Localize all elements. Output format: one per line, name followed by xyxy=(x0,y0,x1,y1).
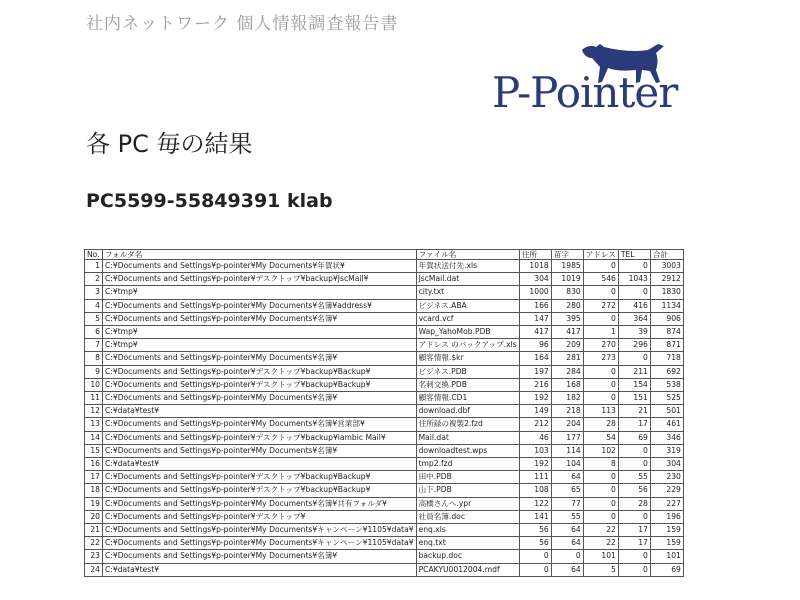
cell-total: 229 xyxy=(650,484,683,497)
table-row xyxy=(85,431,684,444)
cell-no: 9 xyxy=(85,365,103,378)
cell-total: 230 xyxy=(650,471,683,484)
cell-surname-count: 280 xyxy=(551,299,583,312)
table-row xyxy=(85,405,684,418)
cell-email-count: 0 xyxy=(583,312,618,325)
cell-address-count: 141 xyxy=(519,510,551,523)
cell-no: 10 xyxy=(85,378,103,391)
pc-title: PC5599-55849391 klab xyxy=(86,190,333,212)
cell-tel-count: 17 xyxy=(618,537,650,550)
cell-folder: C:¥Documents and Settings¥p-pointer¥デスクトップ¥backup¥Backup¥ xyxy=(103,471,417,484)
cell-address-count: 197 xyxy=(519,365,551,378)
cell-email-count: 272 xyxy=(583,299,618,312)
cell-folder: C:¥Documents and Settings¥p-pointer¥My Documents¥名簿¥ xyxy=(103,392,417,405)
cell-surname-count: 281 xyxy=(551,352,583,365)
cell-total: 319 xyxy=(650,444,683,457)
cell-email-count: 0 xyxy=(583,260,618,273)
cell-no: 7 xyxy=(85,339,103,352)
cell-no: 23 xyxy=(85,550,103,563)
cell-address-count: 103 xyxy=(519,444,551,457)
cell-address-count: 166 xyxy=(519,299,551,312)
cell-file: 高橋さんへ.ypr xyxy=(416,497,519,510)
table-row xyxy=(85,484,684,497)
cell-no: 3 xyxy=(85,286,103,299)
cell-email-count: 273 xyxy=(583,352,618,365)
cell-surname-count: 64 xyxy=(551,524,583,537)
cell-email-count: 0 xyxy=(583,378,618,391)
table-row xyxy=(85,458,684,471)
cell-surname-count: 65 xyxy=(551,484,583,497)
cell-file: vcard.vcf xyxy=(416,312,519,325)
cell-folder: C:¥Documents and Settings¥p-pointer¥My Documents¥名簿¥共有フォルダ¥ xyxy=(103,497,417,510)
cell-no: 12 xyxy=(85,405,103,418)
cell-email-count: 546 xyxy=(583,273,618,286)
cell-surname-count: 284 xyxy=(551,365,583,378)
cell-address-count: 0 xyxy=(519,550,551,563)
cell-email-count: 54 xyxy=(583,431,618,444)
cell-tel-count: 211 xyxy=(618,365,650,378)
cell-email-count: 0 xyxy=(583,471,618,484)
cell-address-count: 149 xyxy=(519,405,551,418)
cell-tel-count: 0 xyxy=(618,510,650,523)
cell-no: 6 xyxy=(85,326,103,339)
cell-tel-count: 154 xyxy=(618,378,650,391)
cell-total: 346 xyxy=(650,431,683,444)
table-row xyxy=(85,352,684,365)
cell-file: アドレス のバックアップ.xls xyxy=(416,339,519,352)
cell-total: 538 xyxy=(650,378,683,391)
cell-tel-count: 0 xyxy=(618,550,650,563)
cell-no: 15 xyxy=(85,444,103,457)
col-header-tel: TEL xyxy=(618,250,650,260)
cell-tel-count: 296 xyxy=(618,339,650,352)
cell-surname-count: 209 xyxy=(551,339,583,352)
cell-total: 501 xyxy=(650,405,683,418)
col-header-no: No. xyxy=(85,250,103,260)
cell-email-count: 28 xyxy=(583,418,618,431)
cell-email-count: 0 xyxy=(583,484,618,497)
cell-tel-count: 55 xyxy=(618,471,650,484)
table-row xyxy=(85,273,684,286)
cell-email-count: 101 xyxy=(583,550,618,563)
cell-address-count: 212 xyxy=(519,418,551,431)
cell-email-count: 0 xyxy=(583,365,618,378)
col-header-address: 住所 xyxy=(519,250,551,260)
cell-tel-count: 17 xyxy=(618,418,650,431)
cell-file: ビジネス.PDB xyxy=(416,365,519,378)
cell-file: 住所録の複製2.fzd xyxy=(416,418,519,431)
cell-surname-count: 104 xyxy=(551,458,583,471)
col-header-file: ファイル名 xyxy=(416,250,519,260)
cell-email-count: 8 xyxy=(583,458,618,471)
cell-folder: C:¥Documents and Settings¥p-pointer¥デスクトップ¥backup¥JscMail¥ xyxy=(103,273,417,286)
results-table xyxy=(84,249,684,577)
cell-folder: C:¥data¥test¥ xyxy=(103,458,417,471)
cell-folder: C:¥Documents and Settings¥p-pointer¥My Documents¥名簿¥ xyxy=(103,444,417,457)
cell-file: 社員名簿.doc xyxy=(416,510,519,523)
cell-folder: C:¥Documents and Settings¥p-pointer¥My Documents¥年賀状¥ xyxy=(103,260,417,273)
cell-total: 159 xyxy=(650,537,683,550)
table-row xyxy=(85,563,684,576)
cell-tel-count: 56 xyxy=(618,484,650,497)
cell-no: 2 xyxy=(85,273,103,286)
cell-folder: C:¥tmp¥ xyxy=(103,339,417,352)
cell-total: 718 xyxy=(650,352,683,365)
cell-email-count: 102 xyxy=(583,444,618,457)
cell-folder: C:¥Documents and Settings¥p-pointer¥デスクトップ¥backup¥iambic Mail¥ xyxy=(103,431,417,444)
col-header-folder: フォルダ名 xyxy=(103,250,417,260)
cell-email-count: 0 xyxy=(583,497,618,510)
cell-file: PCAKYU0012004.mdf xyxy=(416,563,519,576)
table-row xyxy=(85,286,684,299)
cell-address-count: 111 xyxy=(519,471,551,484)
cell-email-count: 1 xyxy=(583,326,618,339)
cell-no: 11 xyxy=(85,392,103,405)
cell-email-count: 0 xyxy=(583,510,618,523)
table-row xyxy=(85,550,684,563)
cell-tel-count: 0 xyxy=(618,563,650,576)
cell-file: download.dbf xyxy=(416,405,519,418)
cell-total: 874 xyxy=(650,326,683,339)
cell-address-count: 216 xyxy=(519,378,551,391)
cell-surname-count: 218 xyxy=(551,405,583,418)
cell-address-count: 1000 xyxy=(519,286,551,299)
col-header-surname: 苗字 xyxy=(551,250,583,260)
cell-total: 1134 xyxy=(650,299,683,312)
cell-total: 525 xyxy=(650,392,683,405)
cell-tel-count: 39 xyxy=(618,326,650,339)
table-row xyxy=(85,497,684,510)
cell-no: 19 xyxy=(85,497,103,510)
cell-folder: C:¥Documents and Settings¥p-pointer¥My Documents¥キャンペーン¥1105¥data¥ xyxy=(103,524,417,537)
cell-email-count: 113 xyxy=(583,405,618,418)
cell-address-count: 192 xyxy=(519,392,551,405)
cell-folder: C:¥Documents and Settings¥p-pointer¥My Documents¥キャンペーン¥1105¥data¥ xyxy=(103,537,417,550)
table-header-row xyxy=(85,250,684,260)
cell-folder: C:¥tmp¥ xyxy=(103,286,417,299)
cell-folder: C:¥Documents and Settings¥p-pointer¥My Documents¥名簿¥ xyxy=(103,352,417,365)
cell-file: city.txt xyxy=(416,286,519,299)
cell-total: 2912 xyxy=(650,273,683,286)
cell-tel-count: 28 xyxy=(618,497,650,510)
cell-email-count: 0 xyxy=(583,286,618,299)
table-row xyxy=(85,537,684,550)
cell-surname-count: 830 xyxy=(551,286,583,299)
cell-file: enq.txt xyxy=(416,537,519,550)
cell-folder: C:¥Documents and Settings¥p-pointer¥デスクトップ¥backup¥Backup¥ xyxy=(103,378,417,391)
cell-folder: C:¥Documents and Settings¥p-pointer¥デスクトップ¥backup¥Backup¥ xyxy=(103,484,417,497)
table-row xyxy=(85,471,684,484)
table-row xyxy=(85,260,684,273)
cell-tel-count: 69 xyxy=(618,431,650,444)
cell-folder: C:¥Documents and Settings¥p-pointer¥My Documents¥名簿¥営業部¥ xyxy=(103,418,417,431)
cell-total: 871 xyxy=(650,339,683,352)
table-row xyxy=(85,378,684,391)
table-row xyxy=(85,339,684,352)
cell-tel-count: 17 xyxy=(618,524,650,537)
cell-address-count: 417 xyxy=(519,326,551,339)
cell-total: 304 xyxy=(650,458,683,471)
cell-no: 8 xyxy=(85,352,103,365)
cell-total: 227 xyxy=(650,497,683,510)
cell-folder: C:¥Documents and Settings¥p-pointer¥デスクトップ¥ xyxy=(103,510,417,523)
cell-tel-count: 364 xyxy=(618,312,650,325)
cell-no: 16 xyxy=(85,458,103,471)
cell-tel-count: 0 xyxy=(618,444,650,457)
cell-address-count: 164 xyxy=(519,352,551,365)
logo-wordmark: P-Pointer xyxy=(492,68,678,117)
cell-surname-count: 204 xyxy=(551,418,583,431)
cell-surname-count: 168 xyxy=(551,378,583,391)
cell-tel-count: 1043 xyxy=(618,273,650,286)
table-row xyxy=(85,392,684,405)
table-row xyxy=(85,444,684,457)
cell-address-count: 122 xyxy=(519,497,551,510)
cell-surname-count: 64 xyxy=(551,471,583,484)
cell-address-count: 147 xyxy=(519,312,551,325)
cell-total: 3003 xyxy=(650,260,683,273)
cell-surname-count: 177 xyxy=(551,431,583,444)
results-table-body xyxy=(85,260,684,577)
cell-surname-count: 77 xyxy=(551,497,583,510)
cell-folder: C:¥tmp¥ xyxy=(103,326,417,339)
cell-address-count: 1018 xyxy=(519,260,551,273)
cell-email-count: 0 xyxy=(583,392,618,405)
cell-no: 18 xyxy=(85,484,103,497)
cell-folder: C:¥data¥test¥ xyxy=(103,405,417,418)
cell-tel-count: 21 xyxy=(618,405,650,418)
table-row xyxy=(85,418,684,431)
cell-no: 17 xyxy=(85,471,103,484)
cell-folder: C:¥Documents and Settings¥p-pointer¥デスクトップ¥backup¥Backup¥ xyxy=(103,365,417,378)
cell-no: 20 xyxy=(85,510,103,523)
cell-file: 田中.PDB xyxy=(416,471,519,484)
cell-no: 13 xyxy=(85,418,103,431)
cell-email-count: 5 xyxy=(583,563,618,576)
cell-file: downloadtest.wps xyxy=(416,444,519,457)
cell-surname-count: 395 xyxy=(551,312,583,325)
cell-total: 461 xyxy=(650,418,683,431)
col-header-total: 合計 xyxy=(650,250,683,260)
cell-surname-count: 64 xyxy=(551,563,583,576)
cell-file: 山下.PDB xyxy=(416,484,519,497)
cell-tel-count: 0 xyxy=(618,352,650,365)
cell-total: 692 xyxy=(650,365,683,378)
cell-address-count: 56 xyxy=(519,524,551,537)
cell-file: 顧客情報.CD1 xyxy=(416,392,519,405)
cell-file: 名刺交換.PDB xyxy=(416,378,519,391)
cell-file: ビジネス.ABA xyxy=(416,299,519,312)
table-row xyxy=(85,326,684,339)
cell-email-count: 22 xyxy=(583,537,618,550)
cell-no: 14 xyxy=(85,431,103,444)
cell-tel-count: 0 xyxy=(618,286,650,299)
report-header-title: 社内ネットワーク 個人情報調査報告書 xyxy=(86,14,399,34)
cell-file: tmp2.fzd xyxy=(416,458,519,471)
cell-surname-count: 64 xyxy=(551,537,583,550)
cell-address-count: 0 xyxy=(519,563,551,576)
cell-file: 顧客情報.$kr xyxy=(416,352,519,365)
cell-folder: C:¥Documents and Settings¥p-pointer¥My Documents¥名簿¥ xyxy=(103,550,417,563)
cell-email-count: 270 xyxy=(583,339,618,352)
cell-folder: C:¥Documents and Settings¥p-pointer¥My Documents¥名簿¥address¥ xyxy=(103,299,417,312)
cell-tel-count: 416 xyxy=(618,299,650,312)
table-row xyxy=(85,510,684,523)
cell-file: JscMail.dat xyxy=(416,273,519,286)
table-row xyxy=(85,365,684,378)
cell-file: backup.doc xyxy=(416,550,519,563)
cell-no: 1 xyxy=(85,260,103,273)
cell-folder: C:¥data¥test¥ xyxy=(103,563,417,576)
col-header-email: アドレス xyxy=(583,250,618,260)
cell-surname-count: 0 xyxy=(551,550,583,563)
cell-file: 年賀状送付先.xls xyxy=(416,260,519,273)
section-title: 各 PC 毎の結果 xyxy=(86,130,253,158)
cell-no: 22 xyxy=(85,537,103,550)
cell-total: 1830 xyxy=(650,286,683,299)
cell-folder: C:¥Documents and Settings¥p-pointer¥My Documents¥名簿¥ xyxy=(103,312,417,325)
cell-no: 5 xyxy=(85,312,103,325)
cell-address-count: 304 xyxy=(519,273,551,286)
cell-surname-count: 417 xyxy=(551,326,583,339)
p-pointer-logo xyxy=(492,40,678,120)
table-row xyxy=(85,524,684,537)
cell-file: enq.xls xyxy=(416,524,519,537)
cell-tel-count: 0 xyxy=(618,458,650,471)
cell-surname-count: 182 xyxy=(551,392,583,405)
cell-no: 24 xyxy=(85,563,103,576)
cell-surname-count: 1019 xyxy=(551,273,583,286)
cell-total: 196 xyxy=(650,510,683,523)
cell-address-count: 192 xyxy=(519,458,551,471)
cell-total: 69 xyxy=(650,563,683,576)
cell-file: Wap_YahoMob.PDB xyxy=(416,326,519,339)
cell-address-count: 96 xyxy=(519,339,551,352)
cell-email-count: 22 xyxy=(583,524,618,537)
cell-no: 21 xyxy=(85,524,103,537)
table-row xyxy=(85,299,684,312)
cell-surname-count: 1985 xyxy=(551,260,583,273)
cell-address-count: 56 xyxy=(519,537,551,550)
cell-tel-count: 151 xyxy=(618,392,650,405)
cell-address-count: 108 xyxy=(519,484,551,497)
cell-no: 4 xyxy=(85,299,103,312)
cell-address-count: 46 xyxy=(519,431,551,444)
table-row xyxy=(85,312,684,325)
cell-surname-count: 114 xyxy=(551,444,583,457)
cell-total: 906 xyxy=(650,312,683,325)
cell-tel-count: 0 xyxy=(618,260,650,273)
cell-total: 101 xyxy=(650,550,683,563)
cell-file: Mail.dat xyxy=(416,431,519,444)
cell-total: 159 xyxy=(650,524,683,537)
cell-surname-count: 55 xyxy=(551,510,583,523)
